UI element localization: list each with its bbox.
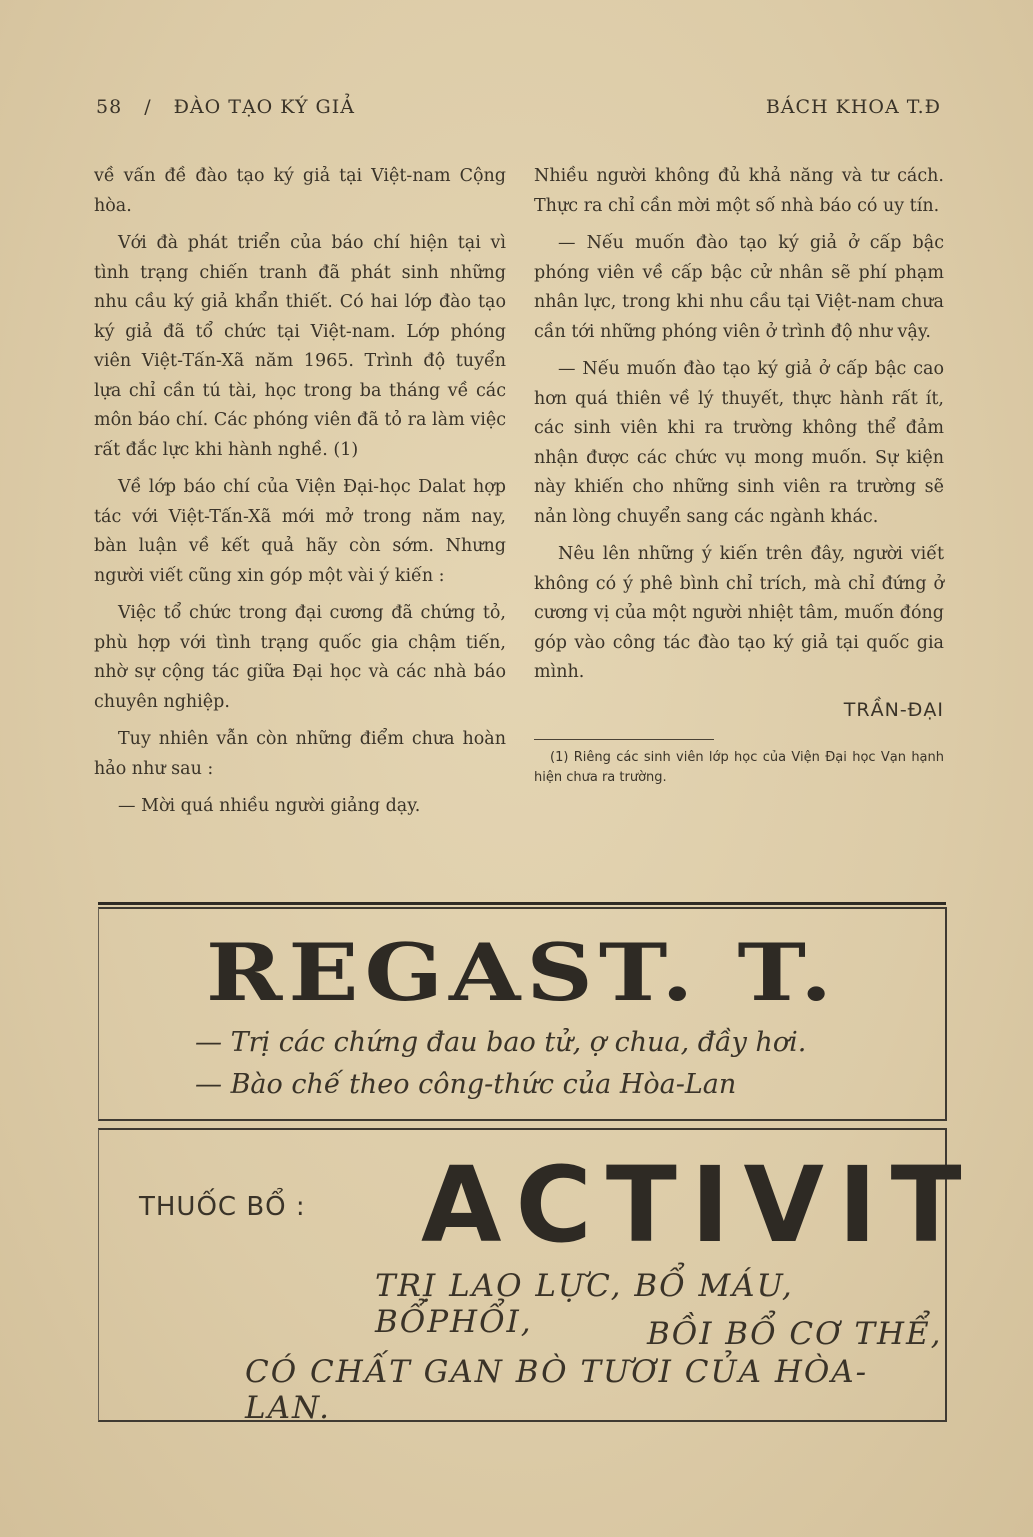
- regast-advertisement: [98, 907, 947, 1121]
- activit-advertisement: [98, 1128, 976, 1426]
- activit-line-3: CÓ CHẤT GAN BÒ TƯƠI CỦA HÒA-LAN.: [245, 1354, 869, 1426]
- article-right-column: [534, 162, 944, 788]
- article-paragraph: — Mời quá nhiều người giảng dạy.: [118, 796, 421, 816]
- header-left: [96, 96, 355, 118]
- article-paragraph: Việc tổ chức trong đại cương đã chứng tỏ, phù hợp với tình trạng quốc gia chậm tiến, nhờ sự cộng tác giữa Đại học và các nhà báo chuyên nghiệp.: [94, 603, 506, 712]
- article-paragraph: Với đà phát triển của báo chí hiện tại vì tình trạng chiến tranh đã phát sinh những nhu cầu ký giả khẩn thiết. Có hai lớp đào tạo ký giả đã tổ chức tại Việt-nam. Lớp phóng viên Việt-Tấn-Xã năm 1965. Trình độ tuyển lựa chỉ cần tú tài, học trong ba tháng về các môn báo chí. Các phóng viên đã tỏ ra làm việc rất đắc lực khi hành nghề. (1): [94, 233, 506, 460]
- page-header: [96, 96, 941, 118]
- article-paragraph: — Nếu muốn đào tạo ký giả ở cấp bậc phóng viên về cấp bậc cử nhân sẽ phí phạm nhân lực, trong khi nhu cầu tại Việt-nam chưa cần tới những phóng viên ở trình độ như vậy.: [534, 233, 944, 342]
- section-title: ĐÀO TẠO KÝ GIẢ: [173, 96, 355, 118]
- regast-line-1: — Trị các chứng đau bao tử, ợ chua, đầy hơi.: [195, 1027, 807, 1058]
- article-paragraph: Về lớp báo chí của Viện Đại-học Dalat hợp tác với Việt-Tấn-Xã mới mở trong năm nay, bàn luận về kết quả hãy còn sớm. Nhưng người viết cũng xin góp một vài ý kiến :: [94, 477, 506, 586]
- footnote: (1) Riêng các sinh viên lớp học của Viện Đại học Vạn hạnh hiện chưa ra trường.: [534, 750, 944, 785]
- article-paragraph: Nêu lên những ý kiến trên đây, người viết không có ý phê bình chỉ trích, mà chỉ đứng ở cương vị của một người nhiệt tâm, muốn đóng góp vào công tác đào tạo ký giả tại quốc gia mình.: [534, 544, 944, 682]
- activit-brand: ACTIVIT: [421, 1144, 976, 1266]
- publication-name: BÁCH KHOA T.Đ: [765, 96, 941, 118]
- ad-top-rule: [98, 902, 946, 905]
- article-paragraph: về vấn đề đào tạo ký giả tại Việt-nam Cộng hòa.: [94, 166, 506, 216]
- regast-brand: REGAST. T.: [205, 927, 839, 1019]
- footnote-divider: [534, 739, 714, 740]
- regast-line-2: — Bào chế theo công-thức của Hòa-Lan: [195, 1069, 737, 1100]
- article-left-column: [94, 162, 506, 830]
- article-paragraph: Nhiều người không đủ khả năng và tư cách. Thực ra chỉ cần mời một số nhà báo có uy tín.: [534, 166, 944, 216]
- activit-line-2: BỒI BỔ CƠ THỂ,: [647, 1316, 943, 1352]
- header-separator: /: [144, 96, 152, 118]
- article-paragraph: Tuy nhiên vẫn còn những điểm chưa hoàn hảo như sau :: [94, 729, 506, 779]
- article-paragraph: — Nếu muốn đào tạo ký giả ở cấp bậc cao hơn quá thiên về lý thuyết, thực hành rất ít, các sinh viên khi ra trường không thể đảm nhận được các chức vụ mong muốn. Sự kiện này khiến cho những sinh viên ra trường sẽ nản lòng chuyển sang các ngành khác.: [534, 359, 944, 527]
- activit-line-1: TRỊ LAO LỰC, BỔ MÁU, BỔPHỔI,: [375, 1268, 794, 1340]
- author-signature: TRẦN-ĐẠI: [843, 698, 944, 721]
- page-number: 58: [96, 96, 123, 118]
- activit-label: THUỐC BỔ :: [139, 1192, 306, 1222]
